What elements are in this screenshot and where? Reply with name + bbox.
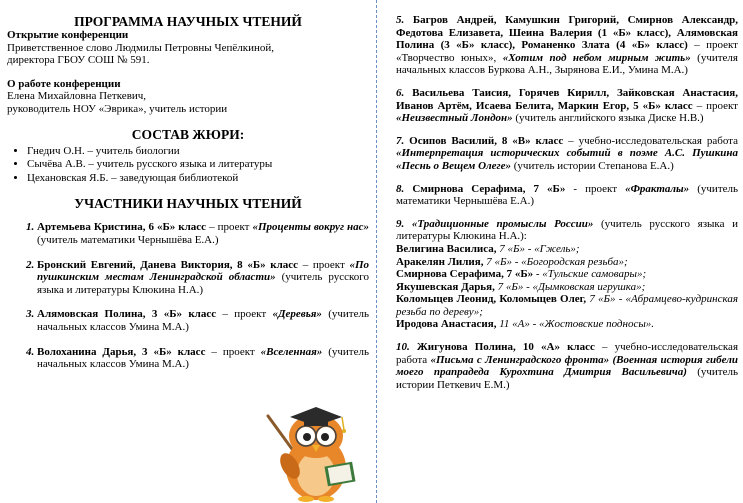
participant-topic: «Интерпретация исторических событий в поэме А.С. Пушкина «Песнь о Вещем Олеге» — [396, 147, 738, 172]
craft-row: Велигина Василиса, 7 «Б» - «Гжель»; — [396, 242, 580, 255]
participant-teacher: (учитель начальных классов Умина М.А.) — [37, 308, 369, 333]
participants-title: УЧАСТНИКИ НАУЧНЫХ ЧТЕНИЙ — [74, 196, 302, 212]
work-heading: О работе конференции — [7, 77, 121, 90]
work-line-1: Елена Михайловна Петкевич, — [7, 90, 147, 103]
participant-name: Артемьева Кристина, 6 «Б» класс — [37, 221, 207, 234]
craft-row: Якушевская Дарья, 7 «Б» - «Дымковская игрушка»; — [396, 280, 646, 293]
participant-topic: «По пушкинским местам Ленинградской области» — [37, 258, 369, 284]
left-column — [7, 14, 369, 383]
participant-teacher: (учитель русского языка и литературы Клюкина Н.А.): — [396, 217, 738, 243]
craft-row: Аракелян Лилия, 7 «Б» - «Богородская резьба»; — [396, 255, 628, 268]
participant-names: Васильева Таисия, Горячев Кирилл, Зайковская Анастасия, Иванов Артём, Исаева Белита, Маркин Егор, 5 «Б» класс — [396, 86, 739, 112]
participant-teacher: (учитель русского языка и литературы Клюкина Н.А.) — [37, 271, 370, 296]
participant-name: Волоханина Дарья, 3 «Б» класс — [37, 345, 206, 358]
participant-teacher: (учитель истории Петкевич Е.М.) — [396, 366, 739, 391]
participant-name: Алямовская Полина, 3 «Б» класс — [37, 308, 217, 321]
participant-item-8: 8. Смирнова Серафима, 7 «Б» - проект «Фракталы» (учитель математики Чернышёва Е.А.) — [396, 182, 739, 208]
participant-names: Смирнова Серафима, 7 «Б» — [412, 182, 566, 195]
fold-divider — [376, 0, 377, 503]
right-column — [396, 14, 738, 401]
participant-item-5: 5. Багров Андрей, Камушкин Григорий, Смирнов Александр, Федотова Елизавета, Шеина Валерия (1 «Б» класс), Алямовская Полина (3 «Б» класс), Романенко Злата (4 «Б» класс) – проект «Творчество юных», «Хотим под небом мирным жить» (учителя начальных классов Буркова А.Н., Зырянова Е.И., Умина М.А.) — [396, 14, 739, 77]
participant-item-6: 6. Васильева Таисия, Горячев Кирилл, Зайковская Анастасия, Иванов Артём, Исаева Белита, Маркин Егор, 5 «Б» класс – проект «Неизвестный Лондон» (учитель английского языка Диске Н.В.) — [396, 86, 739, 125]
participant-item-7: 7. Осипов Василий, 8 «В» класс – учебно-исследовательская работа «Интерпретация исторических событий в поэме А.С. Пушкина «Песнь о Вещем Олеге» (учитель истории Степанова Е.А.) — [396, 134, 739, 172]
jury-member: • Гнедич О.Н. – учитель биологии — [27, 145, 369, 158]
participant-item-10: 10. Жигунова Полина, 10 «А» класс – учебно-исследовательская работа «Письма с Ленинградского фронта» (Военная история гибели моего прапрадеда Курохтина Дмитрия Васильевича) (учитель истории Петкевич Е.М.) — [396, 341, 739, 391]
participant-item: 2. Бронский Евгений, Данева Виктория, 8 «Б» класс – проект «По пушкинским местам Ленинградской области» (учитель русского языка и литературы Клюкина Н.А.) — [37, 259, 369, 297]
participant-topic: «Неизвестный Лондон» — [396, 112, 513, 125]
participant-topic: «Проценты вокруг нас» — [252, 221, 369, 234]
craft-row: Коломыцев Леонид, Коломыцев Олег, 7 «Б» - «Абрамцево-кудринская резьба по дереву»; — [396, 293, 738, 318]
participant-teacher: (учитель математики Чернышёва Е.А.) — [396, 182, 739, 208]
opening-heading: Открытие конференции — [7, 29, 129, 41]
participant-topic: «Деревья» — [272, 308, 322, 321]
participant-item-9: 9. «Традиционные промыслы России» (учитель русского языка и литературы Клюкина Н.А.): Велигина Василиса, 7 «Б» - «Гжель»; Аракелян Лилия, 7 «Б» - «Богородская резьба»; Смирнова Серафима, 7 «Б» - «Тульские самовары»; Якушевская Дарья, 7 «Б» - «Дымковская игрушка»; Коломыцев Леонид, Коломыцев Олег, 7 «Б» - «Абрамцево-кудринская резьба по дереву»; Иродова Анастасия, 11 «А» - «Жостовские подносы». — [396, 217, 738, 331]
participant-topic: «Письма с Ленинградского фронта» (Военная история гибели моего прапрадеда Курохтина Дмитрия Васильевича) — [396, 353, 738, 379]
participant-topic: «Вселенная» — [260, 345, 323, 358]
participant-names: Жигунова Полина, 10 «А» класс — [416, 341, 595, 354]
participant-names: Осипов Василий, 8 «В» класс — [409, 134, 564, 147]
participant-item: 3. Алямовская Полина, 3 «Б» класс – проект «Деревья» (учитель начальных классов Умина М.А.) — [37, 308, 369, 333]
owl-teacher-illustration — [260, 398, 372, 503]
participant-topic: «Фракталы» — [625, 182, 690, 195]
craft-row: Иродова Анастасия, 11 «А» - «Жостовские подносы». — [396, 318, 655, 331]
participant-names: Багров Андрей, Камушкин Григорий, Смирнов Александр, Федотова Елизавета, Шеина Валерия (1 «Б» класс), Алямовская Полина (3 «Б» класс), Романенко Злата (4 «Б» класс) — [396, 14, 739, 52]
participant-teacher: (учитель английского языка Диске Н.В.) — [512, 112, 704, 125]
participant-name: Бронский Евгений, Данева Виктория, 8 «Б» класс — [37, 258, 299, 271]
participant-topic: «Хотим под небом мирным жить» — [502, 51, 691, 64]
craft-row: Смирнова Серафима, 7 «Б» - «Тульские самовары»; — [396, 268, 647, 281]
jury-member: • Цехановская Я.Б. – заведующая библиотекой — [27, 172, 369, 185]
jury-member: • Сычёва А.В. – учитель русского языка и литературы — [27, 158, 369, 171]
participant-teacher: (учитель истории Степанова Е.А.) — [511, 159, 674, 172]
program-title: ПРОГРАММА НАУЧНЫХ ЧТЕНИЙ — [74, 14, 302, 29]
opening-line-2: директора ГБОУ СОШ № 591. — [7, 54, 150, 67]
participant-teacher: (учитель начальных классов Умина М.А.) — [37, 345, 369, 371]
jury-title: СОСТАВ ЖЮРИ: — [131, 126, 245, 142]
participant-teacher: (учитель математики Чернышёва Е.А.) — [37, 233, 219, 246]
participants-list — [7, 221, 369, 370]
work-line-2: руководитель НОУ «Эврика», учитель истории — [7, 102, 228, 115]
participant-topic: «Традиционные промыслы России» — [411, 217, 594, 230]
jury-list — [7, 145, 369, 185]
participant-item: 4. Волоханина Дарья, 3 «Б» класс – проект «Вселенная» (учитель начальных классов Умина М.А.) — [37, 346, 369, 371]
participant-teacher: (учителя начальных классов Буркова А.Н., Зырянова Е.И., Умина М.А.) — [396, 51, 738, 77]
participant-item: 1. Артемьева Кристина, 6 «Б» класс – проект «Проценты вокруг нас» (учитель математики Чернышёва Е.А.) — [37, 221, 369, 246]
opening-line-1: Приветственное слово Людмилы Петровны Чепёлкиной, — [7, 41, 274, 54]
